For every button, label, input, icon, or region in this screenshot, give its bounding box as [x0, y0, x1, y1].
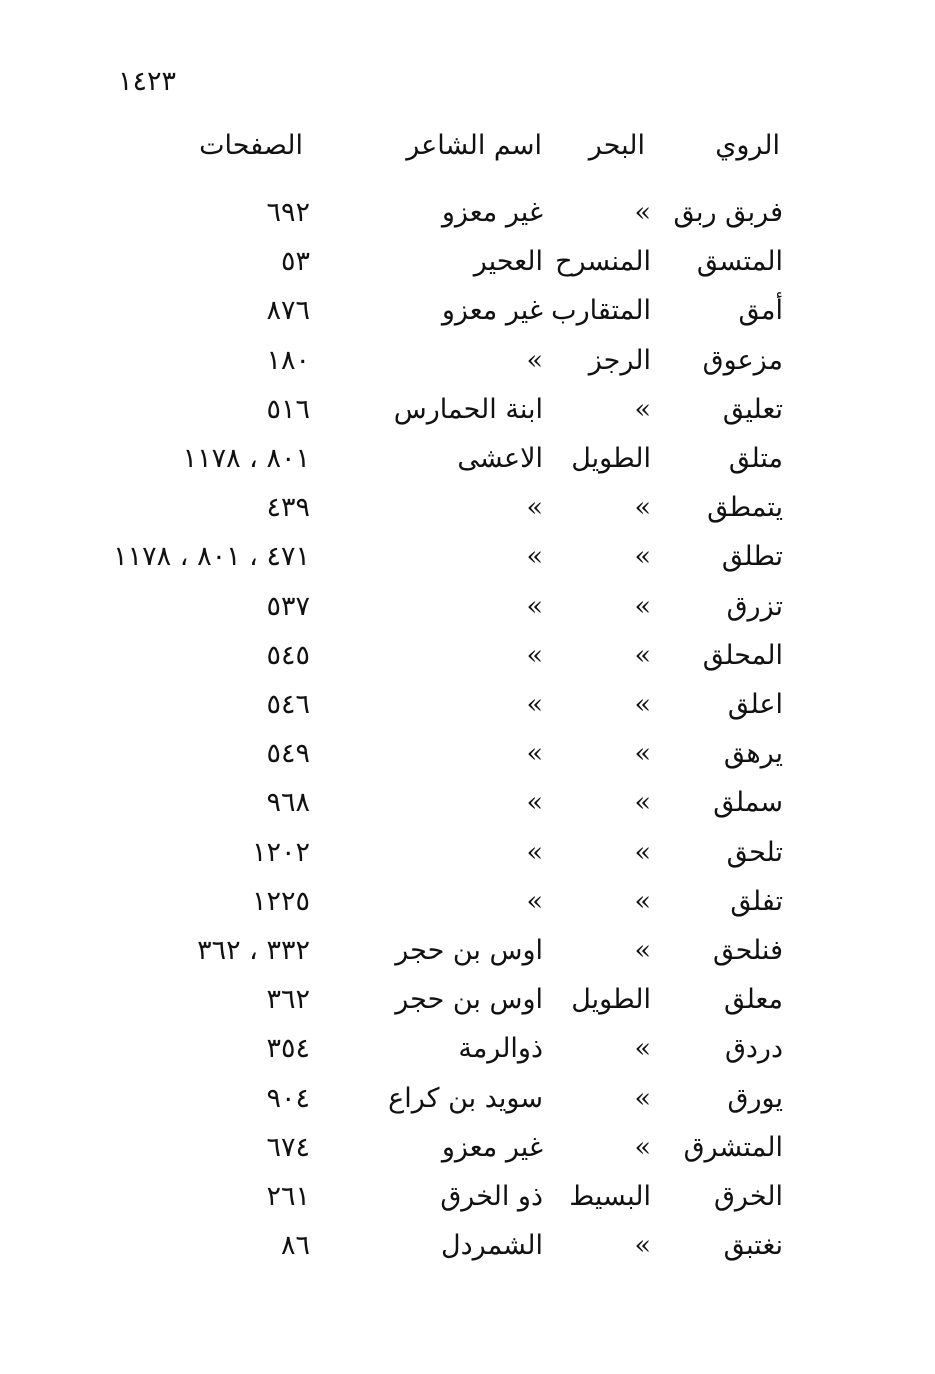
- cell-poet: ذوالرمة: [458, 1033, 543, 1064]
- cell-pages: ٦٧٤: [266, 1132, 310, 1163]
- header-bahr: البحر: [588, 130, 645, 161]
- cell-poet: العحير: [473, 246, 543, 277]
- cell-pages: ٥٤٥: [266, 640, 310, 671]
- cell-pages: ٥٣: [280, 246, 310, 277]
- header-poet: اسم الشاعر: [406, 130, 542, 161]
- cell-rawi: تفلق: [730, 886, 783, 917]
- cell-bahr: «: [634, 541, 651, 572]
- cell-poet: غير معزو: [441, 1132, 543, 1163]
- cell-bahr: «: [634, 935, 651, 966]
- cell-poet: «: [526, 492, 543, 523]
- cell-poet: «: [526, 640, 543, 671]
- cell-poet: «: [526, 837, 543, 868]
- cell-rawi: يتمطق: [707, 492, 783, 523]
- cell-rawi: نغتبق: [723, 1230, 783, 1261]
- cell-bahr: «: [634, 640, 651, 671]
- cell-rawi: فنلحق: [713, 935, 783, 966]
- cell-bahr: «: [634, 1230, 651, 1261]
- cell-poet: غير معزو: [441, 197, 543, 228]
- cell-pages: ١٢٢٥: [251, 886, 310, 917]
- cell-rawi: أمق: [738, 295, 783, 326]
- cell-pages: ٢٦١: [266, 1181, 310, 1212]
- cell-rawi: الخرق: [713, 1181, 783, 1212]
- cell-pages: ٩٠٤: [266, 1083, 310, 1114]
- cell-bahr: المتقارب: [551, 295, 651, 326]
- cell-pages: ٤٣٩: [266, 492, 310, 523]
- cell-poet: «: [526, 689, 543, 720]
- cell-bahr: «: [634, 689, 651, 720]
- cell-pages: ٣٣٢ ، ٣٦٢: [197, 935, 310, 966]
- cell-poet: «: [526, 738, 543, 769]
- cell-bahr: «: [634, 1083, 651, 1114]
- cell-bahr: «: [634, 837, 651, 868]
- cell-bahr: «: [634, 1033, 651, 1064]
- cell-pages: ٤٧١ ، ٨٠١ ، ١١٧٨: [113, 541, 310, 572]
- cell-rawi: تطلق: [721, 541, 783, 572]
- cell-bahr: الطويل: [571, 443, 651, 474]
- cell-rawi: معلق: [724, 984, 783, 1015]
- cell-pages: ٨٦: [280, 1230, 310, 1261]
- cell-rawi: فربق ربق: [673, 197, 783, 228]
- cell-rawi: تعليق: [722, 394, 783, 425]
- cell-bahr: «: [634, 197, 651, 228]
- cell-rawi: المتسق: [696, 246, 783, 277]
- cell-poet: اوس بن حجر: [395, 935, 543, 966]
- cell-poet: اوس بن حجر: [395, 984, 543, 1015]
- cell-pages: ٨٧٦: [266, 295, 310, 326]
- cell-rawi: يورق: [727, 1083, 783, 1114]
- cell-bahr: البسيط: [569, 1181, 651, 1212]
- cell-poet: سويد بن كراع: [388, 1083, 543, 1114]
- cell-poet: «: [526, 787, 543, 818]
- cell-pages: ٩٦٨: [266, 787, 310, 818]
- cell-bahr: الرجز: [588, 345, 651, 376]
- cell-pages: ٣٥٤: [266, 1033, 310, 1064]
- cell-poet: ذو الخرق: [440, 1181, 543, 1212]
- cell-poet: «: [526, 345, 543, 376]
- cell-pages: ٥٣٧: [266, 591, 310, 622]
- cell-poet: «: [526, 886, 543, 917]
- cell-bahr: «: [634, 738, 651, 769]
- header-rawi: الروي: [715, 130, 780, 161]
- cell-bahr: «: [634, 591, 651, 622]
- cell-rawi: اعلق: [727, 689, 783, 720]
- cell-rawi: مزعوق: [702, 345, 783, 376]
- cell-pages: ٥٤٦: [266, 689, 310, 720]
- cell-rawi: سملق: [713, 787, 783, 818]
- cell-pages: ١٨٠: [266, 345, 310, 376]
- cell-pages: ٨٠١ ، ١١٧٨: [182, 443, 310, 474]
- page-number: ١٤٢٣: [118, 66, 177, 97]
- cell-poet: الاعشى: [457, 443, 543, 474]
- cell-rawi: يرهق: [723, 738, 783, 769]
- cell-bahr: «: [634, 394, 651, 425]
- cell-bahr: «: [634, 1132, 651, 1163]
- cell-rawi: المحلق: [702, 640, 783, 671]
- cell-poet: «: [526, 541, 543, 572]
- cell-poet: ابنة الحمارس: [393, 394, 543, 425]
- cell-bahr: المنسرح: [555, 246, 651, 277]
- cell-pages: ٥١٦: [266, 394, 310, 425]
- cell-rawi: دردق: [724, 1033, 783, 1064]
- cell-poet: غير معزو: [441, 295, 543, 326]
- cell-bahr: «: [634, 787, 651, 818]
- cell-poet: الشمردل: [441, 1230, 543, 1261]
- cell-pages: ٦٩٢: [266, 197, 310, 228]
- cell-rawi: متلق: [728, 443, 783, 474]
- cell-rawi: المتشرق: [683, 1132, 783, 1163]
- cell-pages: ٥٤٩: [266, 738, 310, 769]
- cell-bahr: «: [634, 492, 651, 523]
- cell-bahr: الطويل: [571, 984, 651, 1015]
- cell-rawi: تزرق: [726, 591, 783, 622]
- cell-poet: «: [526, 591, 543, 622]
- cell-rawi: تلحق: [726, 837, 783, 868]
- header-pages: الصفحات: [199, 130, 303, 161]
- cell-pages: ١٢٠٢: [251, 837, 310, 868]
- cell-bahr: «: [634, 886, 651, 917]
- cell-pages: ٣٦٢: [266, 984, 310, 1015]
